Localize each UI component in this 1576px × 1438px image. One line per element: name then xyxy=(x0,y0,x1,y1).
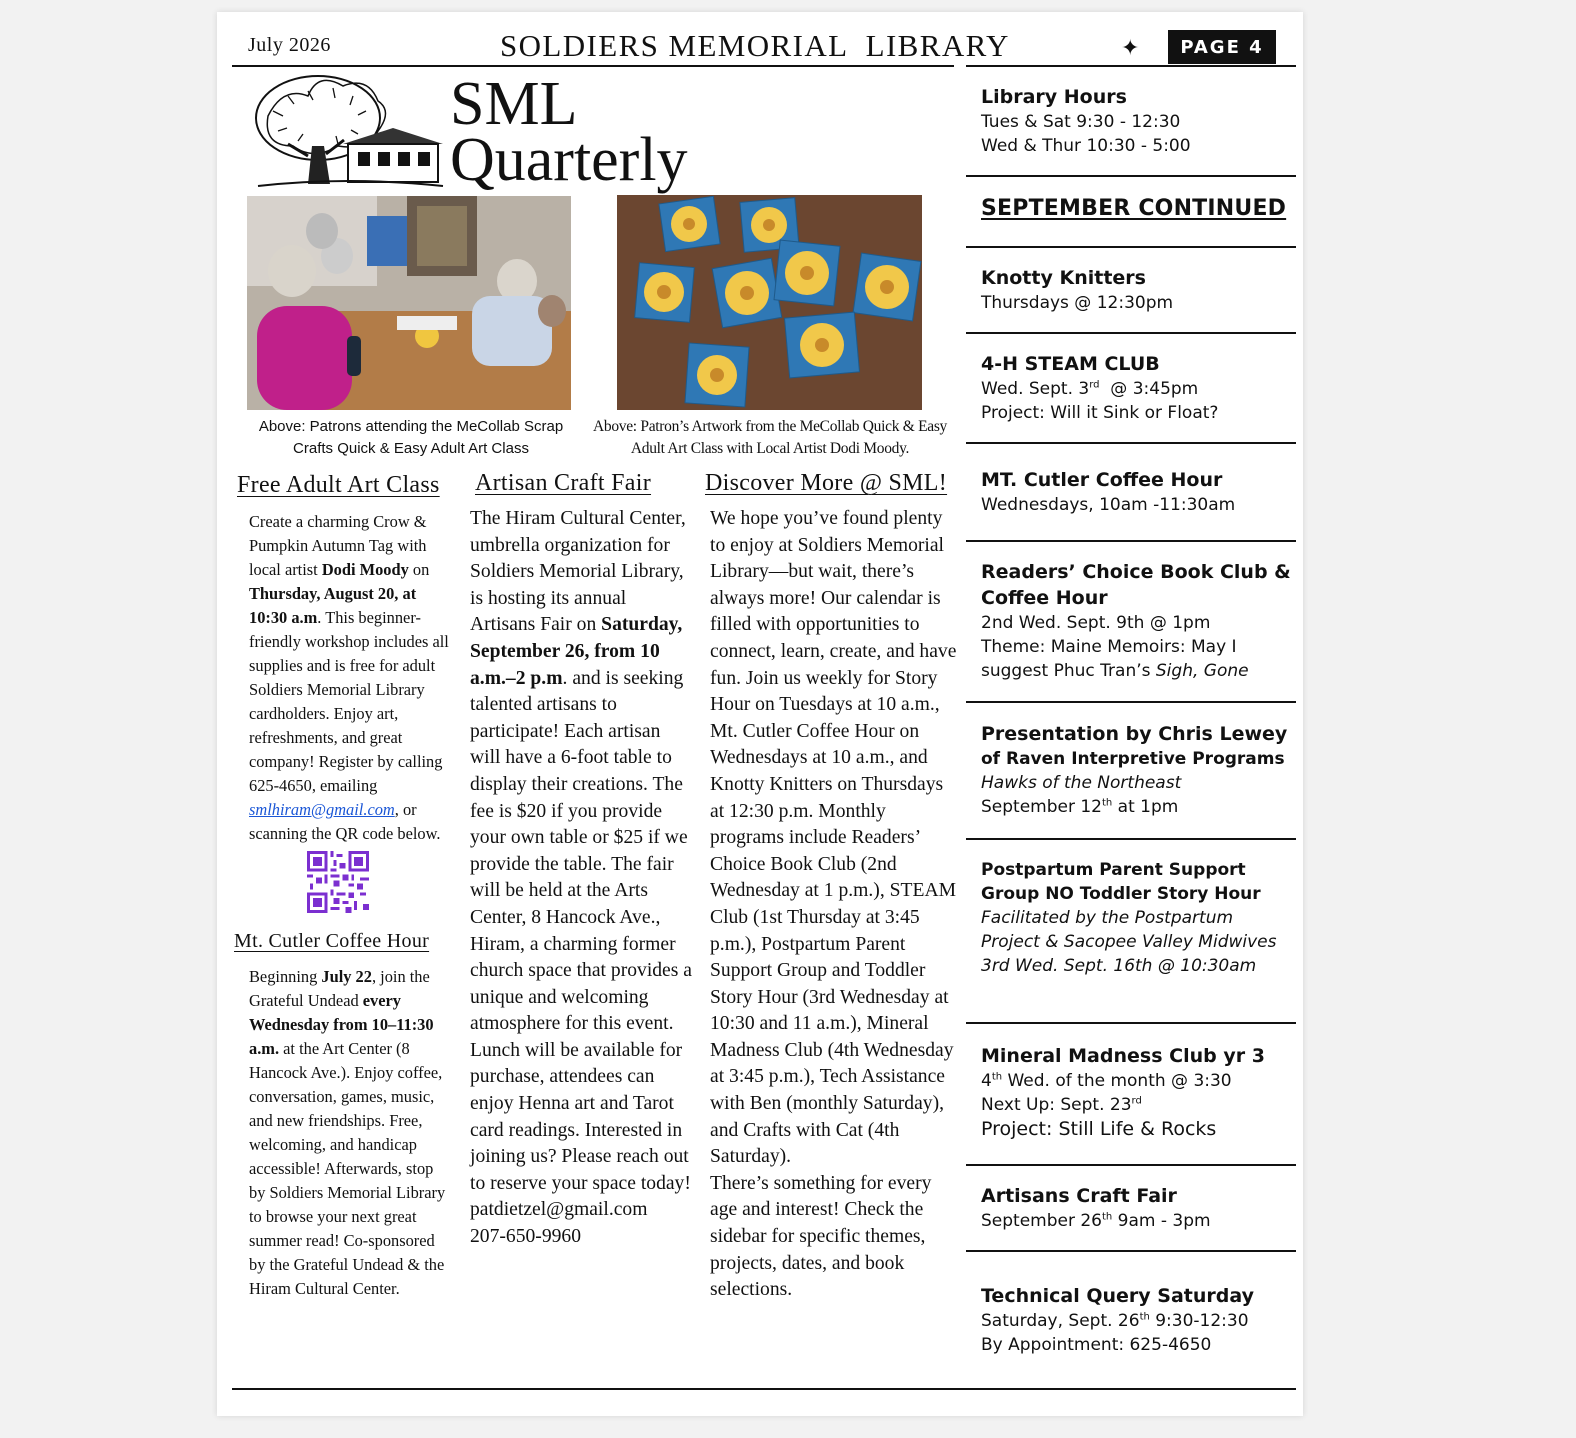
presentation-time: at 1pm xyxy=(1112,797,1179,817)
masthead-title xyxy=(450,70,688,194)
book-club-title: Readers’ Choice Book Club & Coffee Hour xyxy=(981,561,1291,609)
steam-date-suffix: rd xyxy=(1089,379,1100,391)
patrons-photo xyxy=(247,196,571,410)
art-class-text-3: . This beginner-friendly workshop includes all supplies and is free for adult Soldiers Memorial Library cardholders. Enjoy art, refreshments, and great company! Register by calling 625-4650, emailing xyxy=(249,608,449,795)
craft-fair-phone: 207-650-9960 xyxy=(470,1226,582,1248)
book-club-theme xyxy=(981,635,1291,683)
library-tree-logo xyxy=(248,66,444,192)
library-hours-2: Wed & Thur 10:30 - 5:00 xyxy=(981,136,1191,156)
masthead-line2: Quarterly xyxy=(450,126,688,194)
discover-heading: Discover More @ SML! xyxy=(705,470,948,496)
sidebar-rule xyxy=(966,332,1296,334)
fair-listing-date xyxy=(981,1209,1291,1233)
coffee-text-2: , join the Grateful Undead xyxy=(249,967,430,1010)
mineral-madness xyxy=(981,1043,1291,1141)
craft-fair-lunch: Lunch will be available for purchase, attendees can enjoy Henna art and Tarot card readings. Interested in joining us? Please reach out to reserve your space today! xyxy=(470,1039,691,1194)
presentation xyxy=(981,721,1291,819)
book-club-date: 2nd Wed. Sept. 9th @ 1pm xyxy=(981,613,1211,633)
postpartum-title: Postpartum Parent Support Group NO Toddler Story Hour xyxy=(981,860,1261,904)
art-class-heading: Free Adult Art Class xyxy=(237,472,440,498)
library-hours-1: Tues & Sat 9:30 - 12:30 xyxy=(981,112,1181,132)
postpartum-facilitator: Facilitated by the Postpartum Project & Sacopee Valley Midwives xyxy=(981,908,1277,952)
mineral-schedule-suffix: th xyxy=(991,1071,1003,1083)
postpartum-group xyxy=(981,858,1291,978)
discover-paragraph-2: There’s something for every age and interest! Check the sidebar for specific themes, projects, dates, and book selections. xyxy=(710,1172,932,1301)
tech-date xyxy=(981,1309,1291,1333)
patrons-photo-caption: Above: Patrons attending the MeCollab Scrap Crafts Quick & Easy Adult Art Class xyxy=(258,418,564,457)
steam-time: @ 3:45pm xyxy=(1099,379,1199,399)
craft-fair-body xyxy=(470,506,692,1251)
discover-paragraph-1: We hope you’ve found plenty to enjoy at Soldiers Memorial Library—but wait, there’s always more! Our calendar is filled with opportunities to connect, learn, create, and have fun. Join us weekly for Story Hour on Tuesdays at 10 a.m., Mt. Cutler Coffee Hour on Wednesdays at 10 a.m., and Knotty Knitters on Thursdays at 12:30 p.m. Monthly programs include Readers’ Choice Book Club (2nd Wednesday at 1 p.m.), STEAM Club (1st Thursday at 3:45 p.m.), Postpartum Parent Support Group and Toddler Story Hour (3rd Wednesday at 10:30 and 11 a.m.), Mineral Madness Club (4th Wednesday at 3:45 p.m.), Tech Assistance with Ben (monthly Saturday), and Crafts with Cat (4th Saturday). xyxy=(710,508,957,1168)
coffee-text-3: at the Art Center (8 Hancock Ave.). Enjoy coffee, conversation, games, music, and new friendships. Free, welcoming, and handicap accessible! Afterwards, stop by Soldiers Memorial Library to browse your next great summer read! Co-sponsored by the Grateful Undead & the Hiram Cultural Center. xyxy=(249,1039,446,1298)
fair-text-1: The Hiram Cultural Center, umbrella organization for Soldiers Memorial Library, is hosting its annual Artisans Fair on xyxy=(470,508,686,636)
sidebar-rule xyxy=(966,838,1296,840)
tech-title: Technical Query Saturday xyxy=(981,1285,1255,1307)
sidebar-rule xyxy=(966,1250,1296,1252)
postpartum-date: 3rd Wed. Sept. 16th @ 10:30am xyxy=(981,956,1257,976)
sidebar-rule xyxy=(966,540,1296,542)
mineral-next-suffix: rd xyxy=(1131,1095,1142,1107)
coffee-schedule: every Wednesday from 10–11:30 a.m. xyxy=(249,991,434,1058)
book-club xyxy=(981,559,1291,683)
technical-query xyxy=(981,1283,1291,1357)
art-class-text-2: on xyxy=(408,560,430,579)
steam-title: 4-H STEAM CLUB xyxy=(981,353,1160,375)
art-class-text-4: , or scanning the QR code below. xyxy=(249,800,441,843)
sidebar-rule xyxy=(966,442,1296,444)
knitters-time: Thursdays @ 12:30pm xyxy=(981,293,1174,313)
presentation-date xyxy=(981,795,1291,819)
art-class-artist: Dodi Moody xyxy=(321,560,409,579)
tech-date-text: Saturday, Sept. 26 xyxy=(981,1311,1140,1331)
coffee-text-1: Beginning xyxy=(249,967,322,986)
library-hours-title: Library Hours xyxy=(981,86,1127,108)
tech-time: 9:30-12:30 xyxy=(1149,1311,1249,1331)
page-number-badge: PAGE 4 xyxy=(1168,30,1276,64)
fair-text-2: . and is seeking talented artisans to participate! Each artisan will have a 6-foot table to display their creations. The fee is $20 if you provide your own table or $25 if we provide the table. The fair will be held at the Arts Center, 8 Hancock Ave., Hiram, a charming former church space that provides a unique and welcoming atmosphere for this event. xyxy=(470,667,692,1035)
fair-listing-date-suffix: th xyxy=(1102,1211,1113,1223)
fair-listing-title: Artisans Craft Fair xyxy=(981,1185,1177,1207)
presentation-date-suffix: th xyxy=(1102,797,1113,809)
fair-date: Saturday, September 26, from 10 a.m.–2 p.m xyxy=(470,614,683,689)
artisans-fair-listing xyxy=(981,1183,1291,1233)
mineral-title: Mineral Madness Club yr 3 xyxy=(981,1045,1265,1067)
mt-cutler-time: Wednesdays, 10am -11:30am xyxy=(981,495,1236,515)
qr-code[interactable] xyxy=(307,851,369,913)
book-club-title-suggestion: Sigh, Gone xyxy=(1155,661,1249,681)
footer-rule xyxy=(232,1388,1296,1390)
masthead-line1: SML xyxy=(450,70,578,138)
presentation-subtitle: of Raven Interpretive Programs xyxy=(981,749,1285,769)
coffee-start-date: July 22 xyxy=(321,967,372,986)
mineral-schedule xyxy=(981,1069,1291,1093)
september-continued-heading: SEPTEMBER CONTINUED xyxy=(981,196,1287,221)
steam-project: Project: Will it Sink or Float? xyxy=(981,403,1219,423)
knitters-title: Knotty Knitters xyxy=(981,267,1146,289)
fair-listing-time: 9am - 3pm xyxy=(1112,1211,1211,1231)
sidebar-rule xyxy=(966,175,1296,177)
mineral-schedule-num: 4 xyxy=(981,1071,992,1091)
star-icon: ✦ xyxy=(1121,36,1140,61)
mineral-next-text: Next Up: Sept. 23 xyxy=(981,1095,1132,1115)
sidebar-rule xyxy=(966,1164,1296,1166)
presentation-topic: Hawks of the Northeast xyxy=(981,773,1182,793)
mineral-schedule-text: Wed. of the month @ 3:30 xyxy=(1002,1071,1232,1091)
tech-date-suffix: th xyxy=(1139,1311,1150,1323)
mineral-next xyxy=(981,1093,1291,1117)
presentation-date-text: September 12 xyxy=(981,797,1103,817)
steam-date xyxy=(981,377,1291,401)
steam-club xyxy=(981,351,1291,425)
mt-cutler-coffee xyxy=(981,467,1291,517)
tech-appointment: By Appointment: 625-4650 xyxy=(981,1335,1212,1355)
mt-cutler-title: MT. Cutler Coffee Hour xyxy=(981,469,1223,491)
fair-listing-date-text: September 26 xyxy=(981,1211,1103,1231)
presentation-title: Presentation by Chris Lewey xyxy=(981,723,1288,745)
artwork-photo xyxy=(617,195,922,410)
issue-date: July 2026 xyxy=(248,34,331,56)
craft-fair-paragraph xyxy=(470,506,692,1038)
sidebar-top-rule xyxy=(966,65,1296,67)
coffee-hour-body xyxy=(249,965,451,1301)
library-hours xyxy=(981,84,1291,158)
book-club-theme-text: Theme: Maine Memoirs: May I suggest Phuc Tran’s xyxy=(981,637,1237,681)
sidebar-rule xyxy=(966,1022,1296,1024)
artwork-photo-caption: Above: Patron’s Artwork from the MeCollab Quick & Easy Adult Art Class with Local Artist Dodi Moody. xyxy=(592,418,948,457)
knotty-knitters xyxy=(981,265,1291,315)
art-class-email-link[interactable]: smlhiram@gmail.com xyxy=(249,800,395,819)
art-class-text-1: Create a charming Crow & Pumpkin Autumn Tag with local artist xyxy=(249,512,427,579)
craft-fair-email: patdietzel@gmail.com xyxy=(470,1199,648,1221)
discover-body xyxy=(710,506,962,1304)
art-class-body xyxy=(249,510,449,846)
art-class-date: Thursday, August 20, at 10:30 a.m xyxy=(249,584,417,627)
mineral-project: Project: Still Life & Rocks xyxy=(981,1118,1217,1140)
library-title: SOLDIERS MEMORIAL LIBRARY xyxy=(500,28,1010,63)
coffee-hour-heading: Mt. Cutler Coffee Hour xyxy=(234,930,430,952)
craft-fair-heading: Artisan Craft Fair xyxy=(475,470,652,496)
sidebar-rule xyxy=(966,246,1296,248)
steam-date-text: Wed. Sept. 3 xyxy=(981,379,1090,399)
sidebar-rule xyxy=(966,701,1296,703)
